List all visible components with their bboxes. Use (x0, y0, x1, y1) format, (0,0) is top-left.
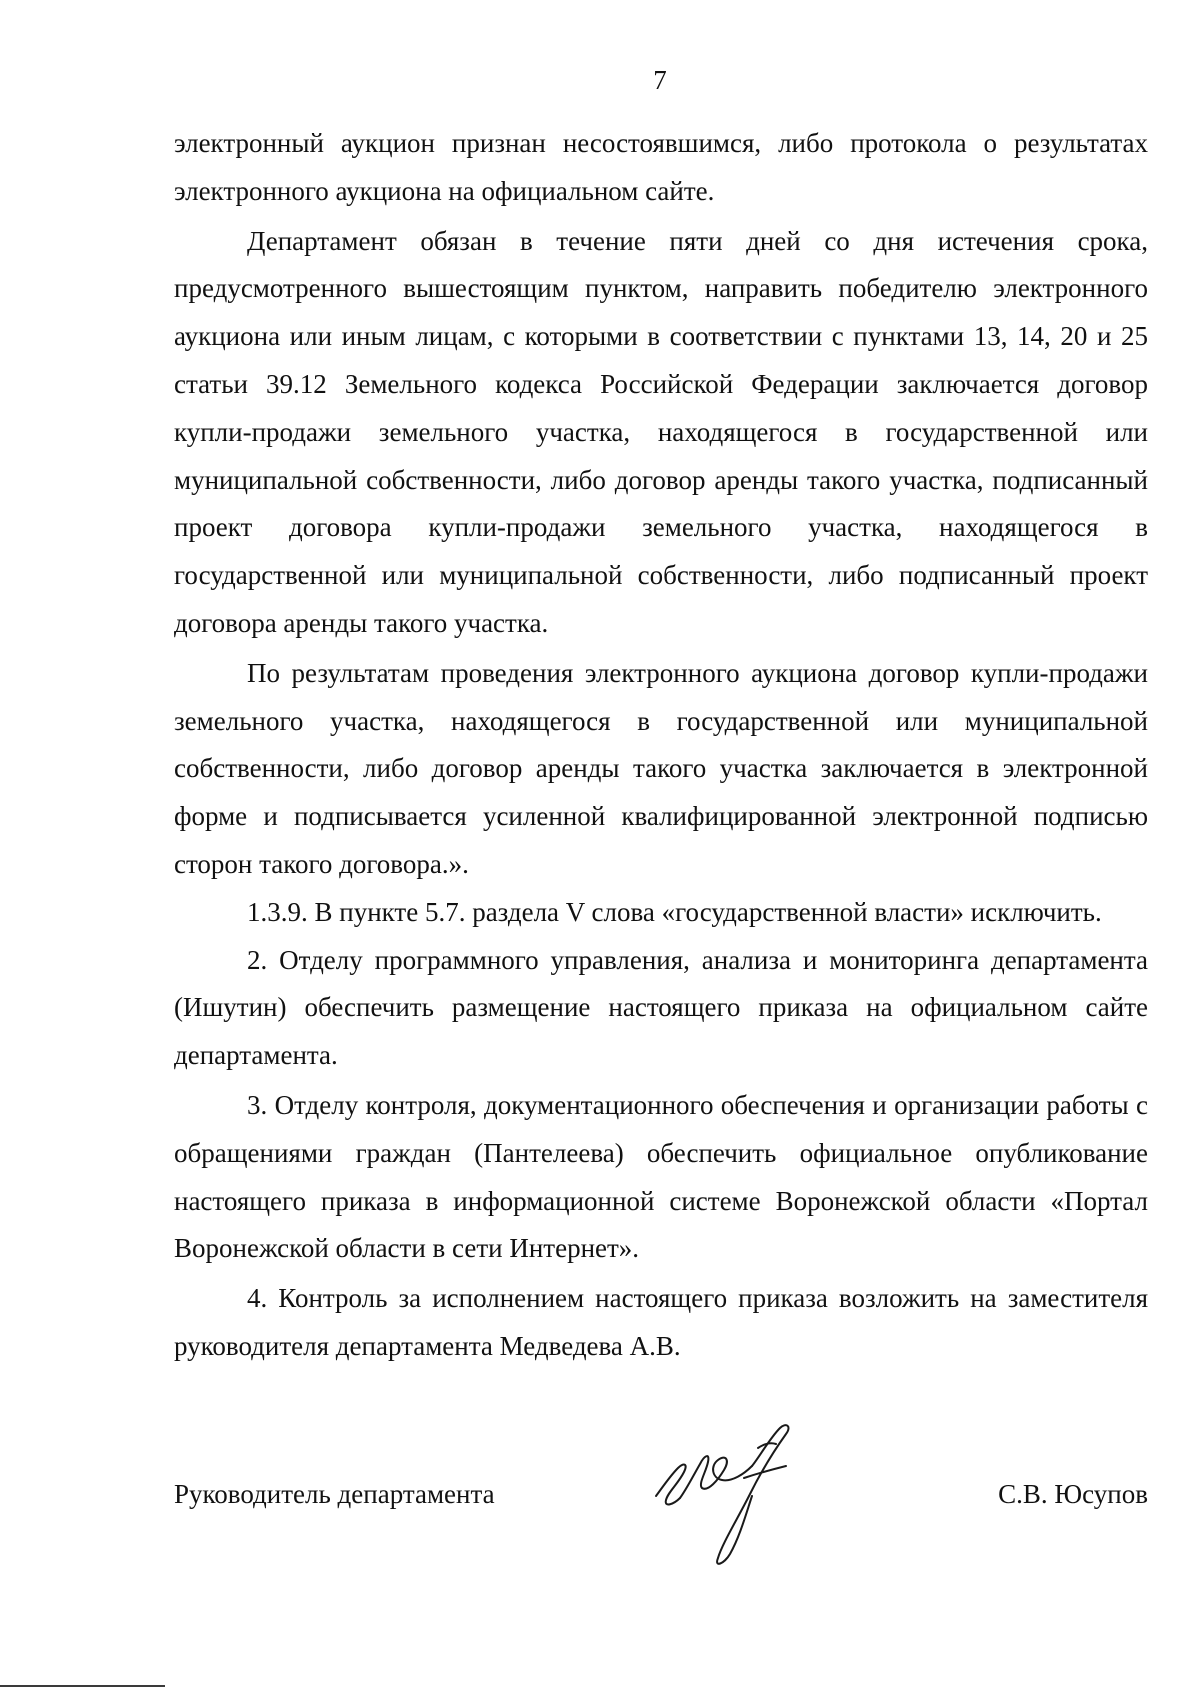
page-number: 7 (653, 65, 667, 95)
paragraph-department-obligation: Департамент обязан в течение пяти дней со дня истечения срока, предусмотренного вышестоящим пунктом, направить победителю электронного аукциона или иным лицам, с которыми в соответствии с пунктами 13, 14, 20 и 25 статьи 39.12 Земельного кодекса Российской Федерации заключается договор купли-продажи земельного участка, находящегося в государственной или муниципальной собственности, либо договор аренды такого участка, подписанный проект договора купли-продажи земельного участка, находящегося в государственной или муниципальной собственности, либо подписанный проект договора аренды такого участка. (174, 225, 1148, 638)
paragraph-auction-results: По результатам проведения электронного аукциона договор купли-продажи земельного участка, находящегося в государственной или муниципальной собственности, либо договор аренды такого участка заключается в электронной форме и подписывается усиленной квалифицированной электронной подписью сторон такого договора.». (174, 657, 1148, 879)
document-body (174, 120, 1148, 1371)
paragraph-item-3: 3. Отделу контроля, документационного обеспечения и организации работы с обращениями граждан (Пантелеева) обеспечить официальное опубликование настоящего приказа в информационной системе Воронежской области «Портал Воронежской области в сети Интернет». (174, 1089, 1148, 1264)
paragraph-continuation: электронный аукцион признан несостоявшимся, либо протокола о результатах электронного аукциона на официальном сайте. (174, 128, 1148, 206)
signatory-title: Руководитель департамента (174, 1479, 495, 1509)
bottom-rule (0, 1685, 165, 1687)
handwritten-signature (652, 1418, 822, 1568)
paragraph-item-4: 4. Контроль за исполнением настоящего приказа возложить на заместителя руководителя департамента Медведева А.В. (174, 1283, 1148, 1361)
paragraph-item-2: 2. Отделу программного управления, анализа и мониторинга департамента (Ишутин) обеспечить размещение настоящего приказа на официальном сайте департамента. (174, 944, 1148, 1071)
paragraph-item-1-3-9: 1.3.9. В пункте 5.7. раздела V слова «государственной власти» исключить. (247, 896, 1102, 927)
signatory-name: С.В. Юсупов (998, 1479, 1148, 1509)
